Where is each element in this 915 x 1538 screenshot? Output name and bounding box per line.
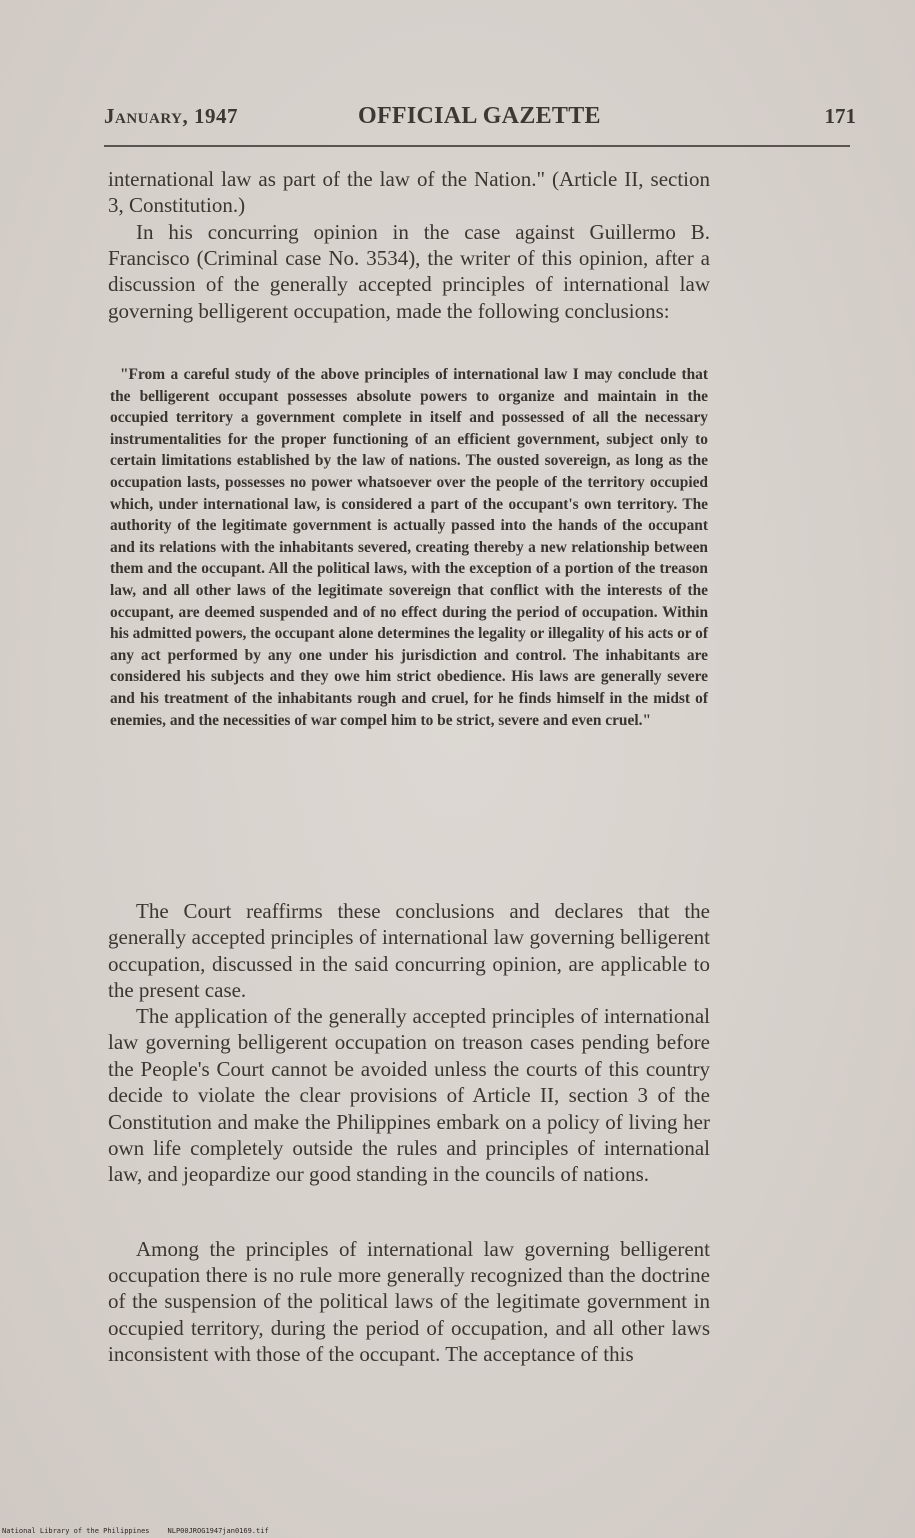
scan-footer (2, 1527, 269, 1535)
page-header (104, 104, 856, 134)
header-rule (104, 145, 850, 147)
page-number: 171 (824, 104, 856, 128)
paragraph-continued: international law as part of the law of the Nation." (Article II, section 3, Constitution.) (108, 167, 710, 218)
header-date: January, 1947 (104, 104, 238, 128)
paragraph-concurring-opinion: In his concurring opinion in the case against Guillermo B. Francisco (Criminal case No. 3534), the writer of this opinion, after a discussion of the generally accepted principles of international law governing belligerent occupation, made the following conclusions: (108, 220, 710, 323)
paragraph-principles: Among the principles of international law governing belligerent occupation there is no rule more generally recognized than the doctrine of the suspension of the political laws of the legitimate government in occupied territory, during the period of occupation, and all other laws inconsistent with those of the occupant. The acceptance of this (108, 1237, 710, 1366)
footer-library: National Library of the Philippines (2, 1527, 150, 1535)
block-quote: "From a careful study of the above principles of international law I may conclude that the belligerent occupant possesses absolute powers to organize and maintain in the occupied territory a government complete in itself and possessed of all the necessary instrumentalities for the proper functioning of an efficient government, subject only to certain limitations established by the law of nations. The ousted sovereign, as long as the occupation lasts, possesses no power whatsoever over the people of the territory occupied which, under international law, is considered a part of the occupant's own territory. The authority of the legitimate government is actually passed into the hands of the occupant and its relations with the inhabitants severed, creating thereby a new relationship between them and the occupant. All the political laws, with the exception of a portion of the treason law, and all other laws of the legitimate sovereign that conflict with the interests of the occupant, are deemed suspended and of no effect during the period of occupation. Within his admitted powers, the occupant alone determines the legality or illegality of his acts or of any act performed by any one under his jurisdiction and control. The inhabitants are considered his subjects and they owe him strict obedience. His laws are generally severe and his treatment of the inhabitants rough and cruel, for he finds himself in the midst of enemies, and the necessities of war compel him to be strict, severe and even cruel." (110, 366, 708, 729)
footer-filename: NLP00JROG1947jan0169.tif (167, 1527, 269, 1535)
paragraph-application: The application of the generally accepted principles of international law governing belligerent occupation on treason cases pending before the People's Court cannot be avoided unless the courts of this country decide to violate the clear provisions of Article II, section 3 of the Constitution and make the Philippines embark on a policy of living her own life completely outside the rules and principles of international law, and jeopardize our good standing in the councils of nations. (108, 1004, 710, 1187)
publication-title: OFFICIAL GAZETTE (358, 103, 601, 129)
paragraph-court-reaffirms: The Court reaffirms these conclusions and declares that the generally accepted principles of international law governing belligerent occupation, discussed in the said concurring opinion, are applicable to the present case. (108, 899, 710, 1003)
